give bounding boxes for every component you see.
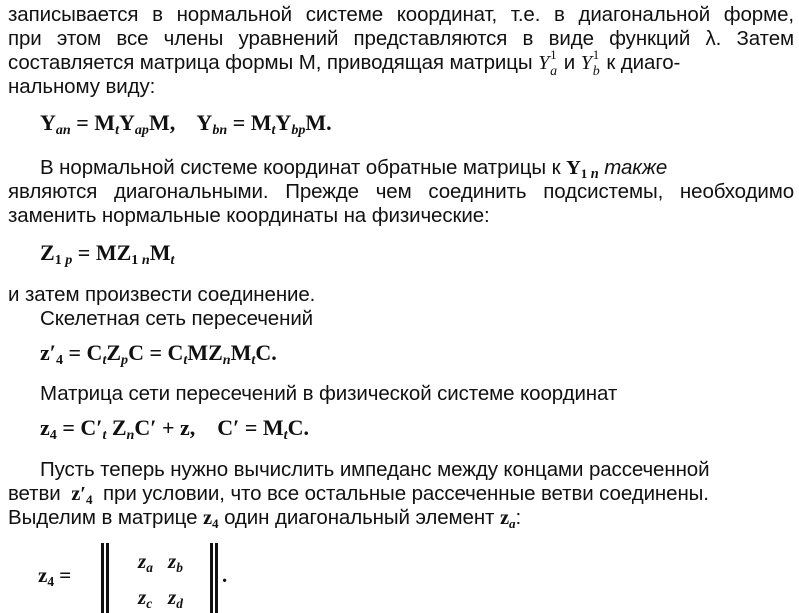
equation-1: $Y_{an} = M_tY_{ap}M$, $Y_{bn} = M_tY_{bp}M$. xyxy=(40,110,332,139)
matrix-bar-left-2 xyxy=(106,543,109,613)
math-za: $z_a$ xyxy=(499,507,516,531)
matrix-cell-za: $z_a$ xyxy=(138,549,153,576)
text-line-17 xyxy=(8,506,794,530)
text-fragment: при условии, что все остальные рассеченные ветви соединены. xyxy=(103,482,709,505)
matrix-cell-zd: $z_d$ xyxy=(168,585,183,612)
math-Yb1: Y 1 b xyxy=(580,47,600,79)
text-line-13: Матрица сети пересечений в физической системе координат xyxy=(40,382,618,405)
text-fragment: к диаго- xyxy=(606,51,681,74)
text-fragment: В нормальной системе координат обратные матрицы к xyxy=(40,156,561,179)
text-line-4: нальному виду: xyxy=(8,75,156,98)
matrix-cell-zb: $z_b$ xyxy=(168,549,183,576)
text-fragment: Выделим в матрице xyxy=(8,506,198,529)
matrix-bar-left-1 xyxy=(101,543,104,613)
text-line-6 xyxy=(40,156,794,183)
matrix-bar-right-2 xyxy=(215,543,218,613)
text-line-10: и затем произвести соединение. xyxy=(8,283,316,306)
matrix-lhs: $z_4$ = xyxy=(38,563,72,590)
text-line-1: записывается в нормальной системе координат, т.е. в диагональной форме, xyxy=(8,3,794,26)
equation-2: $Z_1$ $_p = MZ_1$ $_nM_t$ xyxy=(40,240,175,269)
equation-4: $z_4 = C'_t$ $Z_nC' + z$, $C' = M_tC$. xyxy=(40,415,309,444)
math-z4prime: $z'_4$ xyxy=(66,483,93,507)
text-line-7: являются диагональными. Прежде чем соединить подсистемы, необходимо xyxy=(8,180,794,203)
text-fragment: один диагональный элемент xyxy=(224,506,495,529)
matrix-z4 xyxy=(38,543,258,613)
text-line-3 xyxy=(8,47,794,79)
text-fragment: также xyxy=(604,156,668,179)
matrix-cell-zc: $z_c$ xyxy=(138,585,153,612)
matrix-period: . xyxy=(222,563,228,587)
text-line-11: Скелетная сеть пересечений xyxy=(40,307,314,330)
text-fragment: : xyxy=(515,506,522,529)
text-fragment: составляется матрица формы M, приводящая матрицы xyxy=(8,51,533,74)
text-line-8: заменить нормальные координаты на физические: xyxy=(8,204,490,227)
matrix-bar-right-1 xyxy=(210,543,213,613)
text-line-15: Пусть теперь нужно вычислить импеданс между концами рассеченной xyxy=(40,458,710,481)
equation-3: $z'_4 = C_tZ_pC = C_tMZ_nM_tC$. xyxy=(40,340,277,369)
math-Ya1: Y 1 a xyxy=(538,47,558,79)
text-fragment: ветви xyxy=(8,482,61,505)
math-z4: $z_4$ xyxy=(203,507,219,531)
math-Y1n: $Y_1$ $_n$ xyxy=(566,157,599,183)
text-line-16 xyxy=(8,482,794,506)
text-line-2: при этом все члены уравнений представляются в виде функций λ. Затем xyxy=(8,27,794,50)
text-fragment: и xyxy=(563,51,576,74)
